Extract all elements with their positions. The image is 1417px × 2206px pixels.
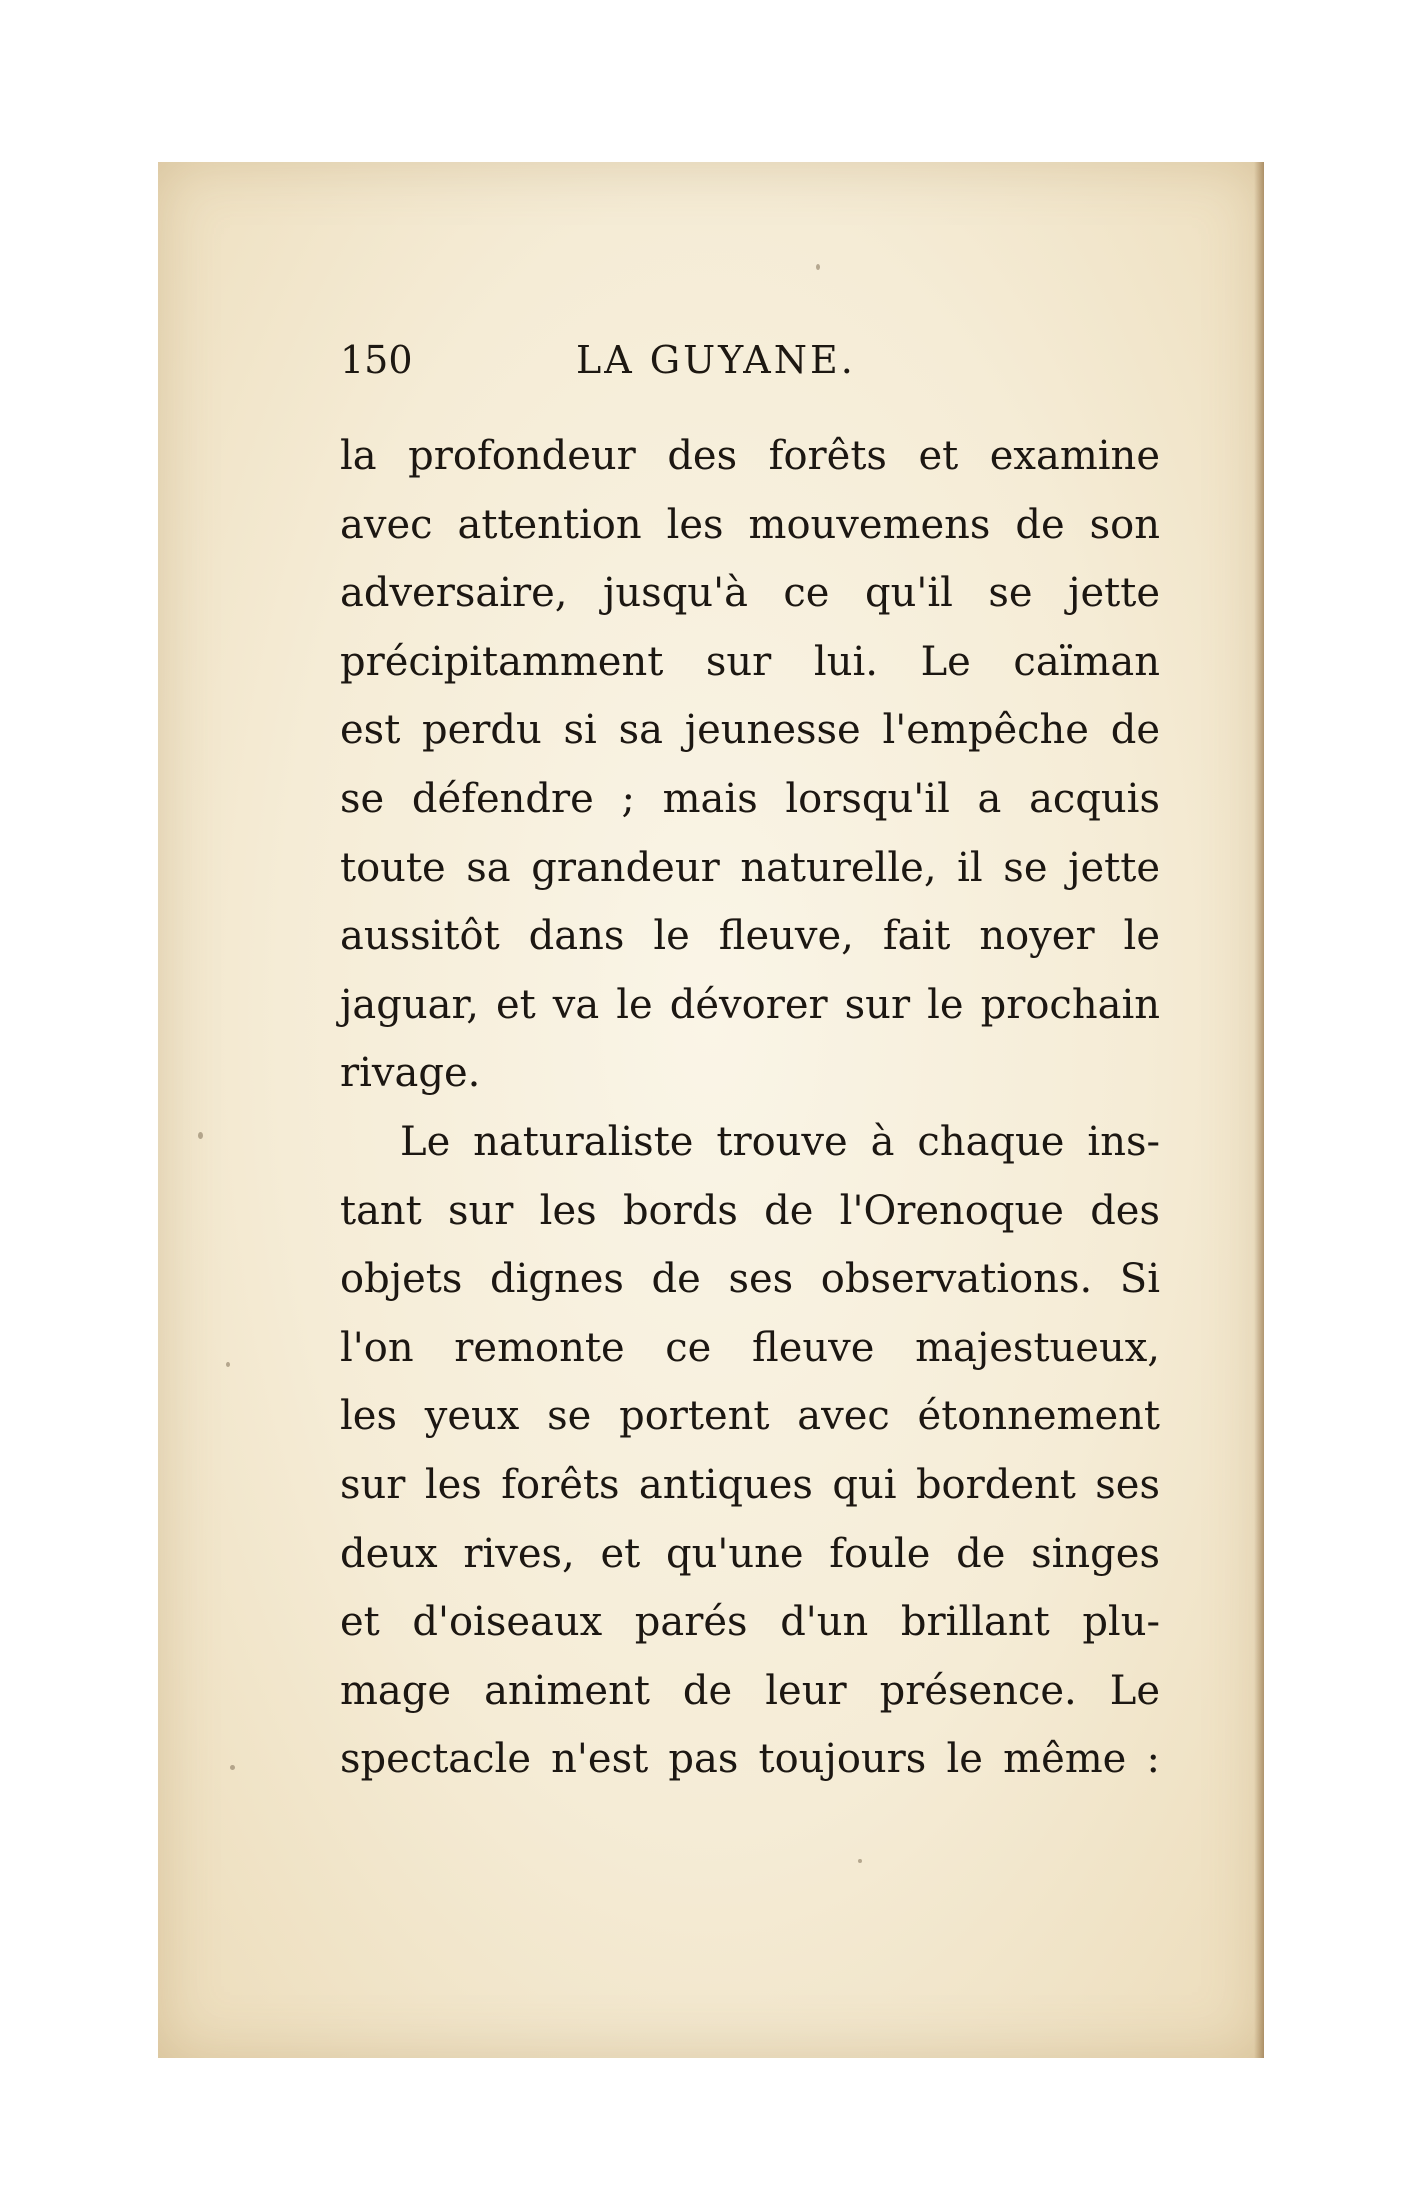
- paper-speck: [198, 1132, 203, 1139]
- paper-speck: [816, 264, 820, 270]
- text-line: adversaire, jusqu'à ce qu'il se jette: [340, 570, 1160, 617]
- page-number: 150: [340, 338, 413, 382]
- running-title: LA GUYANE.: [576, 338, 856, 382]
- body-text: [340, 422, 1160, 1794]
- text-line: spectacle n'est pas toujours le même :: [340, 1736, 1160, 1783]
- paragraph: [340, 1108, 1160, 1794]
- text-line: tant sur les bords de l'Orenoque des: [340, 1187, 1160, 1234]
- text-line: précipitamment sur lui. Le caïman: [340, 638, 1160, 685]
- text-line: et d'oiseaux parés d'un brillant plu-: [340, 1599, 1160, 1646]
- text-line: Le naturaliste trouve à chaque ins-: [400, 1118, 1160, 1165]
- text-line: est perdu si sa jeunesse l'empêche de: [340, 707, 1160, 754]
- text-line: les yeux se portent avec étonnement: [340, 1393, 1160, 1440]
- text-line: la profondeur des forêts et examine: [340, 433, 1160, 479]
- text-line: rivage.: [340, 1050, 481, 1097]
- running-head: [340, 338, 940, 388]
- paper-speck: [858, 1859, 862, 1863]
- paper-speck: [230, 1765, 235, 1770]
- text-line: se défendre ; mais lorsqu'il a acquis: [340, 775, 1160, 822]
- text-line: avec attention les mouvemens de son: [340, 501, 1160, 548]
- text-line: aussitôt dans le fleuve, fait noyer le: [340, 913, 1160, 960]
- text-line: mage animent de leur présence. Le: [340, 1667, 1160, 1714]
- paragraph: [340, 422, 1160, 1108]
- text-line: deux rives, et qu'une foule de singes: [340, 1530, 1160, 1577]
- paper-speck: [226, 1362, 230, 1367]
- text-line: objets dignes de ses observations. Si: [340, 1256, 1160, 1303]
- text-line: l'on remonte ce fleuve majestueux,: [340, 1324, 1160, 1371]
- text-line: toute sa grandeur naturelle, il se jette: [340, 844, 1160, 891]
- text-line: sur les forêts antiques qui bordent ses: [340, 1461, 1160, 1508]
- text-line: jaguar, et va le dévorer sur le prochain: [340, 981, 1160, 1028]
